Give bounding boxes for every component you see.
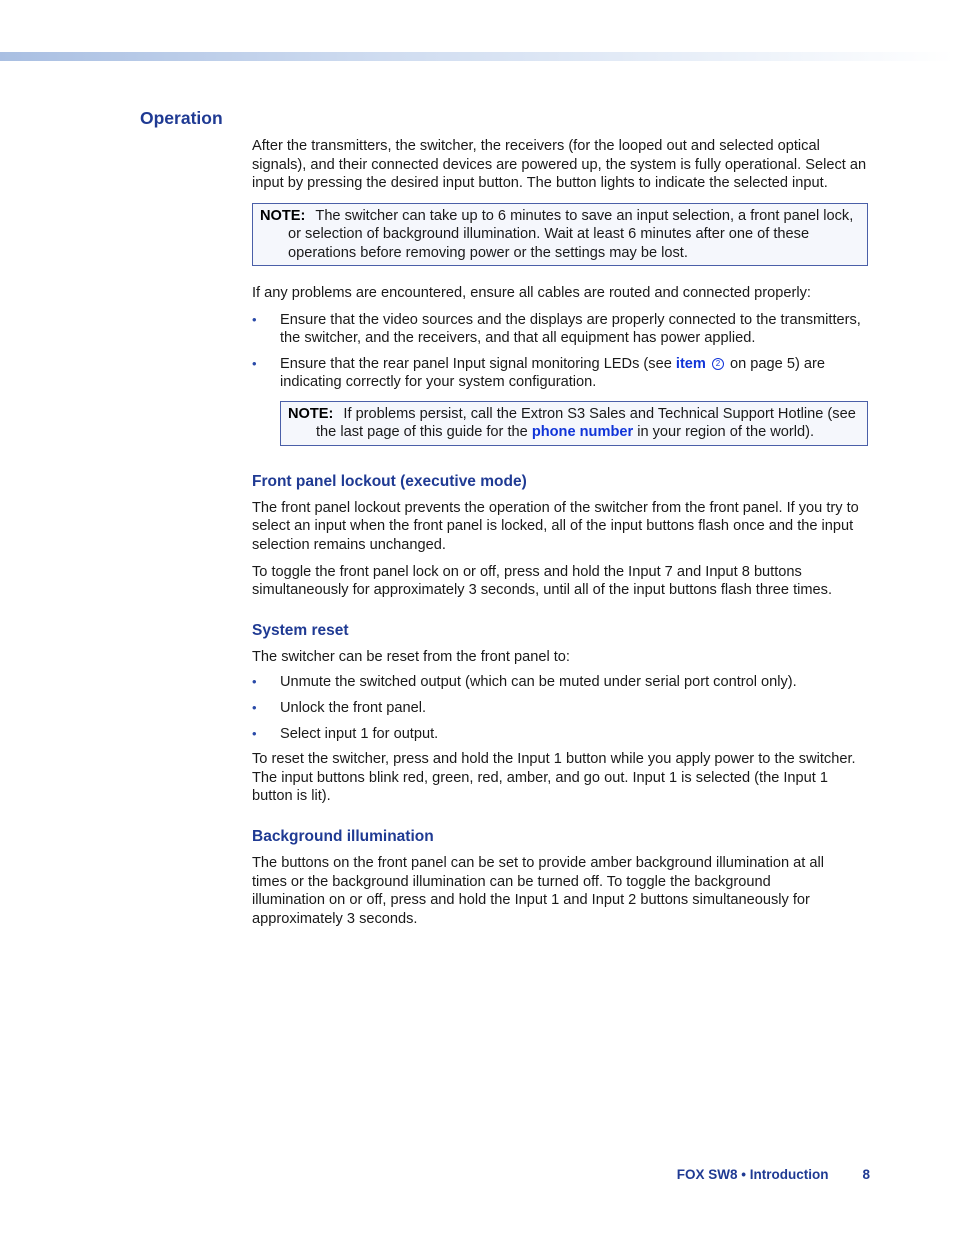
section-heading-operation: Operation (140, 108, 223, 128)
page-number: 8 (862, 1167, 870, 1182)
bullet-icon: • (252, 674, 257, 690)
note-box-support: NOTE: If problems persist, call the Extron S3 Sales and Technical Support Hotline (see the last page of this guide for the phone number in your region of the world). (280, 401, 868, 446)
note-box-save-time (252, 203, 868, 266)
bullet-icon: • (252, 699, 257, 715)
list-item: • Ensure that the video sources and the displays are properly connected to the transmitters, the switcher, and the receivers, and that all equipment has power applied. (252, 311, 861, 347)
reset-paragraph-2: To reset the switcher, press and hold the Input 1 button while you apply power to the switcher. The input buttons blink red, green, red, amber, and go out. Input 1 is selected (the Input 1 button is lit). (252, 751, 856, 805)
list-item: • Unmute the switched output (which can be muted under serial port control only). (252, 674, 797, 691)
lockout-paragraph-1: The front panel lockout prevents the operation of the switcher from the front panel. If you try to select an input when the front panel is locked, all of the input buttons flash once and the input selection remains unchanged. (252, 499, 859, 553)
note-text: The switcher can take up to 6 minutes to save an input selection, a front panel lock, or selection of background illumination. Wait at least 6 minutes after one of these operations before removing power or the settings may be lost. (288, 207, 854, 261)
list-item: • Unlock the front panel. (252, 699, 427, 716)
lockout-paragraph-2: To toggle the front panel lock on or off, press and hold the Input 7 and Input 8 buttons simultaneously for approximately 3 seconds, until all of the input buttons flash three times. (252, 563, 833, 599)
background-paragraph: The buttons on the front panel can be set to provide amber background illumination at all times or the background illumination can be turned off. To toggle the background illumination on or off, press and hold the Input 1 and Input 2 buttons simultaneously for approximately 3 seconds. (252, 854, 824, 927)
heading-system-reset: System reset (252, 621, 349, 639)
problems-list (252, 311, 868, 392)
page-footer (677, 1167, 870, 1182)
header-band (0, 52, 954, 61)
heading-front-panel-lockout: Front panel lockout (executive mode) (252, 472, 527, 490)
item-link[interactable]: item (675, 355, 706, 372)
bullet-icon: • (252, 355, 257, 371)
list-item: • Ensure that the rear panel Input signal monitoring LEDs (see item 2 on page 5) are indicating correctly for your system configuration. (252, 355, 825, 391)
bullet-icon: • (252, 311, 257, 327)
heading-background-illumination: Background illumination (252, 827, 434, 845)
intro-paragraph: After the transmitters, the switcher, the receivers (for the looped out and selected optical signals), and their connected devices are powered up, the system is fully operational. Select an input by pressing the desired input button. The button lights to indicate the selected input. (252, 138, 867, 192)
note-label: NOTE: (288, 405, 334, 422)
content-column (252, 137, 868, 928)
list-item: • Select input 1 for output. (252, 725, 439, 742)
phone-number-link[interactable]: phone number (531, 424, 634, 441)
problems-intro: If any problems are encountered, ensure all cables are routed and connected properly: (252, 285, 811, 301)
circled-number-icon: 2 (712, 358, 724, 370)
bullet-icon: • (252, 725, 257, 741)
footer-doc-title: FOX SW8 • Introduction (676, 1167, 829, 1182)
reset-list (252, 673, 868, 743)
reset-intro: The switcher can be reset from the front panel to: (252, 648, 570, 665)
note-label: NOTE: (260, 207, 306, 224)
